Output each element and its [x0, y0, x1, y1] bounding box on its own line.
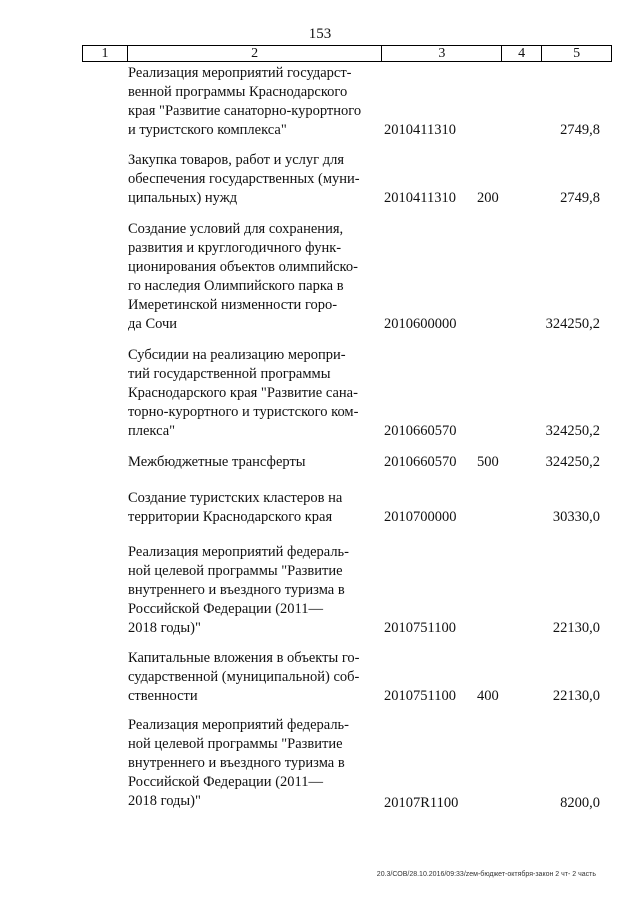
description-line: развития и круглогодичного функ- [128, 240, 342, 256]
target-code: 2010660570 [384, 423, 457, 439]
expense-type: 500 [477, 454, 499, 470]
column-header-5: 5 [542, 46, 612, 61]
description-line: Создание условий для сохранения, [128, 221, 344, 237]
column-header-2: 2 [128, 46, 383, 61]
amount: 8200,0 [560, 795, 600, 811]
target-code: 2010411310 [384, 122, 456, 138]
amount: 30330,0 [552, 509, 600, 525]
description-line: сударственной (муниципальной) соб- [128, 669, 360, 685]
row-description [128, 346, 373, 441]
amount: 2749,8 [560, 122, 600, 138]
description-line: го наследия Олимпийского парка в [128, 278, 344, 294]
description-line: обеспечения государственных (муни- [128, 171, 360, 187]
description-line: Российской Федерации (2011— [128, 601, 323, 617]
description-line: 2018 годы)" [128, 793, 201, 809]
row-description [128, 151, 373, 208]
row-description [128, 489, 373, 527]
description-line: Реализация мероприятий государст- [128, 65, 352, 81]
target-code: 2010751100 [384, 688, 456, 704]
row-description [128, 64, 373, 140]
column-header-3: 3 [382, 46, 502, 61]
document-footer: 20.3/СОВ/28.10.2016/09:33/zeм-бюджет-октября-закон 2 чт- 2 часть [376, 871, 596, 878]
row-description [128, 453, 373, 472]
description-line: Имеретинской низменности горо- [128, 297, 338, 313]
description-line: внутреннего и въездного туризма в [128, 582, 345, 598]
row-description [128, 543, 373, 638]
description-line: венной программы Краснодарского [128, 84, 348, 100]
target-code: 2010700000 [384, 509, 457, 525]
amount: 324250,2 [545, 454, 600, 470]
target-code: 2010751100 [384, 620, 456, 636]
description-line: ципальных) нужд [128, 190, 238, 206]
description-line: Создание туристских кластеров на [128, 490, 343, 506]
description-line: ной целевой программы "Развитие [128, 736, 343, 752]
target-code: 2010411310 [384, 190, 456, 206]
target-code: 2010600000 [384, 316, 457, 332]
description-line: Субсидии на реализацию меропри- [128, 347, 346, 363]
description-line: Межбюджетные трансферты [128, 454, 306, 470]
description-line: Реализация мероприятий федераль- [128, 717, 349, 733]
row-description [128, 220, 373, 334]
description-line: Российской Федерации (2011— [128, 774, 323, 790]
row-description [128, 649, 373, 706]
column-header-4: 4 [502, 46, 542, 61]
amount: 2749,8 [560, 190, 600, 206]
description-line: плекса" [128, 423, 176, 439]
target-code: 2010660570 [384, 454, 457, 470]
description-line: края "Развитие санаторно-курортного [128, 103, 362, 119]
description-line: Капитальные вложения в объекты го- [128, 650, 360, 666]
amount: 22130,0 [552, 620, 600, 636]
description-line: Реализация мероприятий федераль- [128, 544, 349, 560]
description-line: внутреннего и въездного туризма в [128, 755, 345, 771]
description-line: ственности [128, 688, 198, 704]
description-line: ной целевой программы "Развитие [128, 563, 343, 579]
amount: 22130,0 [552, 688, 600, 704]
description-line: и туристского комплекса" [128, 122, 287, 138]
row-description [128, 716, 373, 811]
description-line: да Сочи [128, 316, 178, 332]
page-number: 153 [308, 26, 332, 42]
description-line: ционирования объектов олимпийско- [128, 259, 358, 275]
expense-type: 400 [477, 688, 499, 704]
column-header-1: 1 [83, 46, 128, 61]
expense-type: 200 [477, 190, 499, 206]
description-line: тий государственной программы [128, 366, 331, 382]
amount: 324250,2 [545, 423, 600, 439]
description-line: 2018 годы)" [128, 620, 201, 636]
amount: 324250,2 [545, 316, 600, 332]
description-line: Краснодарского края "Развитие сана- [128, 385, 358, 401]
description-line: торно-курортного и туристского ком- [128, 404, 359, 420]
description-line: территории Краснодарского края [128, 509, 333, 525]
column-header-row [82, 45, 612, 62]
target-code: 20107R1100 [384, 795, 459, 811]
description-line: Закупка товаров, работ и услуг для [128, 152, 345, 168]
